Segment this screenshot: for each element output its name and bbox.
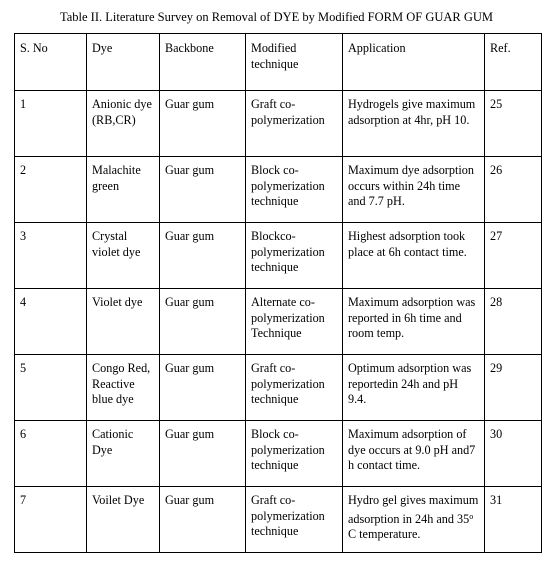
cell-backbone: Guar gum — [160, 91, 246, 157]
cell-technique: Blockco-polymerization technique — [246, 223, 343, 289]
cell-ref: 28 — [485, 289, 542, 355]
cell-ref: 31 — [485, 487, 542, 553]
cell-application: Maximum adsorption of dye occurs at 9.0 pH and7 h contact time. — [343, 421, 485, 487]
cell-dye: Malachite green — [87, 157, 160, 223]
cell-dye: Violet dye — [87, 289, 160, 355]
cell-backbone: Guar gum — [160, 355, 246, 421]
cell-technique: Alternate co-polymerization Technique — [246, 289, 343, 355]
table-row — [15, 421, 542, 487]
cell-sno: 2 — [15, 157, 87, 223]
cell-dye: Crystal violet dye — [87, 223, 160, 289]
cell-application: Highest adsorption took place at 6h contact time. — [343, 223, 485, 289]
cell-sno: 1 — [15, 91, 87, 157]
cell-application: Maximum dye adsorption occurs within 24h time and 7.7 pH. — [343, 157, 485, 223]
cell-sno: 4 — [15, 289, 87, 355]
table-row — [15, 91, 542, 157]
header-cell-application: Application — [343, 34, 485, 91]
table-row — [15, 289, 542, 355]
table-row — [15, 157, 542, 223]
cell-technique: Graft co-polymerization technique — [246, 355, 343, 421]
cell-sno: 3 — [15, 223, 87, 289]
cell-application — [343, 487, 485, 553]
cell-application: Optimum adsorption was reportedin 24h and pH 9.4. — [343, 355, 485, 421]
header-cell-technique: Modified technique — [246, 34, 343, 91]
table-row — [15, 223, 542, 289]
cell-technique: Graft co-polymerization — [246, 91, 343, 157]
header-cell-ref: Ref. — [485, 34, 542, 91]
cell-ref: 26 — [485, 157, 542, 223]
cell-sno: 6 — [15, 421, 87, 487]
cell-backbone: Guar gum — [160, 421, 246, 487]
table-caption: Table II. Literature Survey on Removal of DYE by Modified FORM OF GUAR GUM — [59, 10, 494, 24]
cell-dye: Anionic dye (RB,CR) — [87, 91, 160, 157]
cell-technique: Graft co-polymerization technique — [246, 487, 343, 553]
cell-application: Hydrogels give maximum adsorption at 4hr, pH 10. — [343, 91, 485, 157]
cell-technique: Block co-polymerization technique — [246, 421, 343, 487]
literature-survey-table — [14, 33, 542, 553]
cell-sno: 7 — [15, 487, 87, 553]
table-row — [15, 487, 542, 553]
cell-technique: Block co-polymerization technique — [246, 157, 343, 223]
application-text: Hydro gel gives maximum adsorption in 24h and 35 — [348, 493, 479, 526]
cell-backbone: Guar gum — [160, 157, 246, 223]
cell-ref: 25 — [485, 91, 542, 157]
cell-dye: Congo Red, Reactive blue dye — [87, 355, 160, 421]
cell-ref: 29 — [485, 355, 542, 421]
table-row — [15, 355, 542, 421]
cell-backbone: Guar gum — [160, 289, 246, 355]
header-cell-dye: Dye — [87, 34, 160, 91]
cell-application: Maximum adsorption was reported in 6h time and room temp. — [343, 289, 485, 355]
cell-ref: 27 — [485, 223, 542, 289]
cell-backbone: Guar gum — [160, 223, 246, 289]
cell-dye: Cationic Dye — [87, 421, 160, 487]
header-cell-backbone: Backbone — [160, 34, 246, 91]
cell-dye: Voilet Dye — [87, 487, 160, 553]
degree-superscript: o — [469, 511, 474, 521]
header-cell-sno: S. No — [15, 34, 87, 91]
cell-ref: 30 — [485, 421, 542, 487]
application-text-end: C temperature. — [348, 527, 421, 542]
cell-backbone: Guar gum — [160, 487, 246, 553]
cell-sno: 5 — [15, 355, 87, 421]
header-row — [15, 34, 542, 91]
